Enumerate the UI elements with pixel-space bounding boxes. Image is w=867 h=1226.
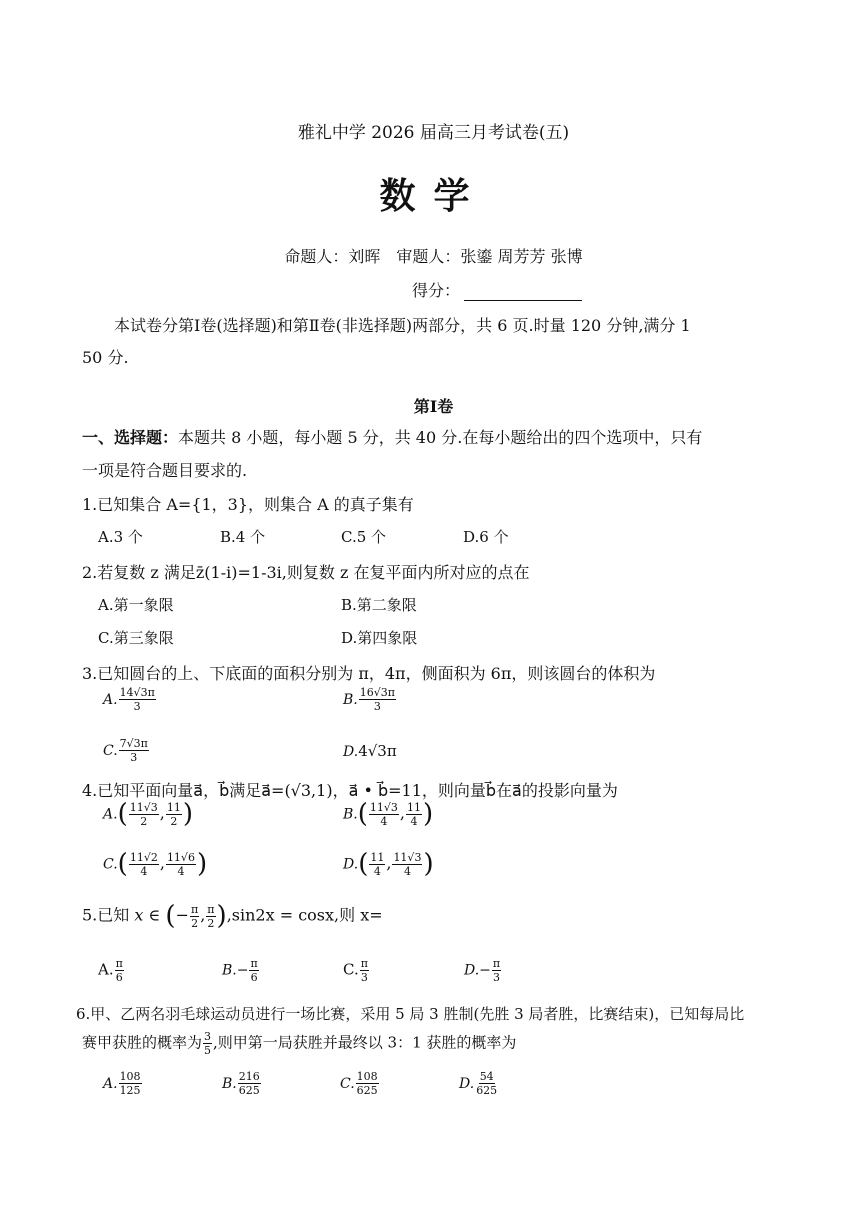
- intro-line-2: 50 分.: [82, 348, 129, 367]
- q2-stem: 2.若复数 z 满足z̄(1-i)=1-3i,则复数 z 在复平面内所对应的点在: [82, 563, 530, 582]
- q6-option-a: A. $\frac{108}{125}$: [103, 1070, 141, 1097]
- q1-option-d: D.6 个: [463, 528, 509, 546]
- q4-stem: 4.已知平面向量a⃗，b⃗满足a⃗=(√3,1)，a⃗ • b⃗=11，则向量b⃗在a⃗的投影向量为: [82, 781, 618, 800]
- intro-line-1: 本试卷分第Ⅰ卷(选择题)和第Ⅱ卷(非选择题)两部分，共 6 页.时量 120 分钟,满分 1: [114, 316, 691, 335]
- school-title: 雅礼中学 2026 届高三月考试卷(五): [297, 123, 570, 143]
- score-blank: [464, 282, 582, 301]
- q5-stem: 5.已知 x ∈ (− $\frac{\pi}{2}$ , $\frac{\pi}{2}$ ),sin2x = cosx,则 x=: [82, 901, 383, 931]
- authors-line: 命题人：刘晖 审题人：张鎏 周芳芳 张博: [284, 247, 583, 266]
- q3-option-a: [103, 686, 157, 713]
- section-heading: [82, 425, 702, 448]
- section-label: 一、选择题：: [82, 428, 179, 447]
- q1-option-c: C.5 个: [341, 528, 387, 546]
- q4-option-b: B.( $\frac{11√3}{4}$ , $\frac{11}{4}$ ): [343, 799, 434, 829]
- q5-option-c: C. $\frac{\pi}{3}$: [343, 957, 368, 984]
- q3-d-value: 4√3π: [358, 742, 397, 760]
- q3-option-b: [343, 686, 397, 713]
- q4-option-c: C.( $\frac{11√2}{4}$ , $\frac{11√6}{4}$ ): [103, 849, 208, 879]
- q3-option-d: [343, 742, 397, 760]
- q4-option-a: A.( $\frac{11√3}{2}$ , $\frac{11}{2}$ ): [103, 799, 193, 829]
- q3-b-fraction: $\frac{16√3\pi}{3}$: [359, 686, 395, 713]
- q3-c-fraction: $\frac{7√3\pi}{3}$: [119, 737, 148, 764]
- q4-option-d: D.( $\frac{11}{4}$ , $\frac{11√3}{4}$ ): [343, 849, 434, 879]
- q3-a-label: A.: [103, 692, 118, 708]
- score-label: 得分：: [412, 281, 461, 300]
- q3-b-label: B.: [343, 692, 358, 708]
- q3-option-c: [103, 737, 150, 764]
- q1-stem: 1.已知集合 A={1，3}，则集合 A 的真子集有: [82, 495, 414, 514]
- q6-option-b: B. $\frac{216}{625}$: [222, 1070, 260, 1097]
- q3-a-fraction: $\frac{14√3\pi}{3}$: [119, 686, 155, 713]
- q2-option-b: B.第二象限: [341, 596, 417, 614]
- q2-option-a: A.第一象限: [98, 596, 174, 614]
- q6-option-c: C. $\frac{108}{625}$: [340, 1070, 378, 1097]
- q5-option-d: D.− $\frac{\pi}{3}$: [464, 957, 501, 984]
- q3-d-label: D.: [343, 744, 359, 760]
- q2-option-d: D.第四象限: [341, 629, 418, 647]
- q2-option-c: C.第三象限: [98, 629, 174, 647]
- q3-stem: 3.已知圆台的上、下底面的面积分别为 π，4π，侧面积为 6π，则该圆台的体积为: [82, 664, 656, 683]
- score-field: [412, 278, 582, 301]
- q6-stem-line-2: 赛甲获胜的概率为 $\frac{3}{5}$ ,则甲第一局获胜并最终以 3：1 获胜的概率为: [82, 1030, 517, 1057]
- section-text: 本题共 8 小题，每小题 5 分，共 40 分.在每小题给出的四个选项中，只有: [178, 428, 703, 447]
- part-title: 第Ⅰ卷: [413, 397, 454, 416]
- q6-option-d: D. $\frac{54}{625}$: [459, 1070, 498, 1097]
- q6-stem-line-1: 6.甲、乙两名羽毛球运动员进行一场比赛，采用 5 局 3 胜制(先胜 3 局者胜，比赛结束)，已知每局比: [76, 1005, 745, 1023]
- subject-title: 数学: [379, 175, 488, 217]
- q5-option-b: B.− $\frac{\pi}{6}$: [222, 957, 258, 984]
- q5-option-a: A. $\frac{\pi}{6}$: [98, 957, 123, 984]
- q1-option-a: A.3 个: [98, 528, 143, 546]
- q3-c-label: C.: [103, 743, 118, 759]
- q1-option-b: B.4 个: [220, 528, 266, 546]
- section-text-2: 一项是符合题目要求的.: [82, 461, 248, 480]
